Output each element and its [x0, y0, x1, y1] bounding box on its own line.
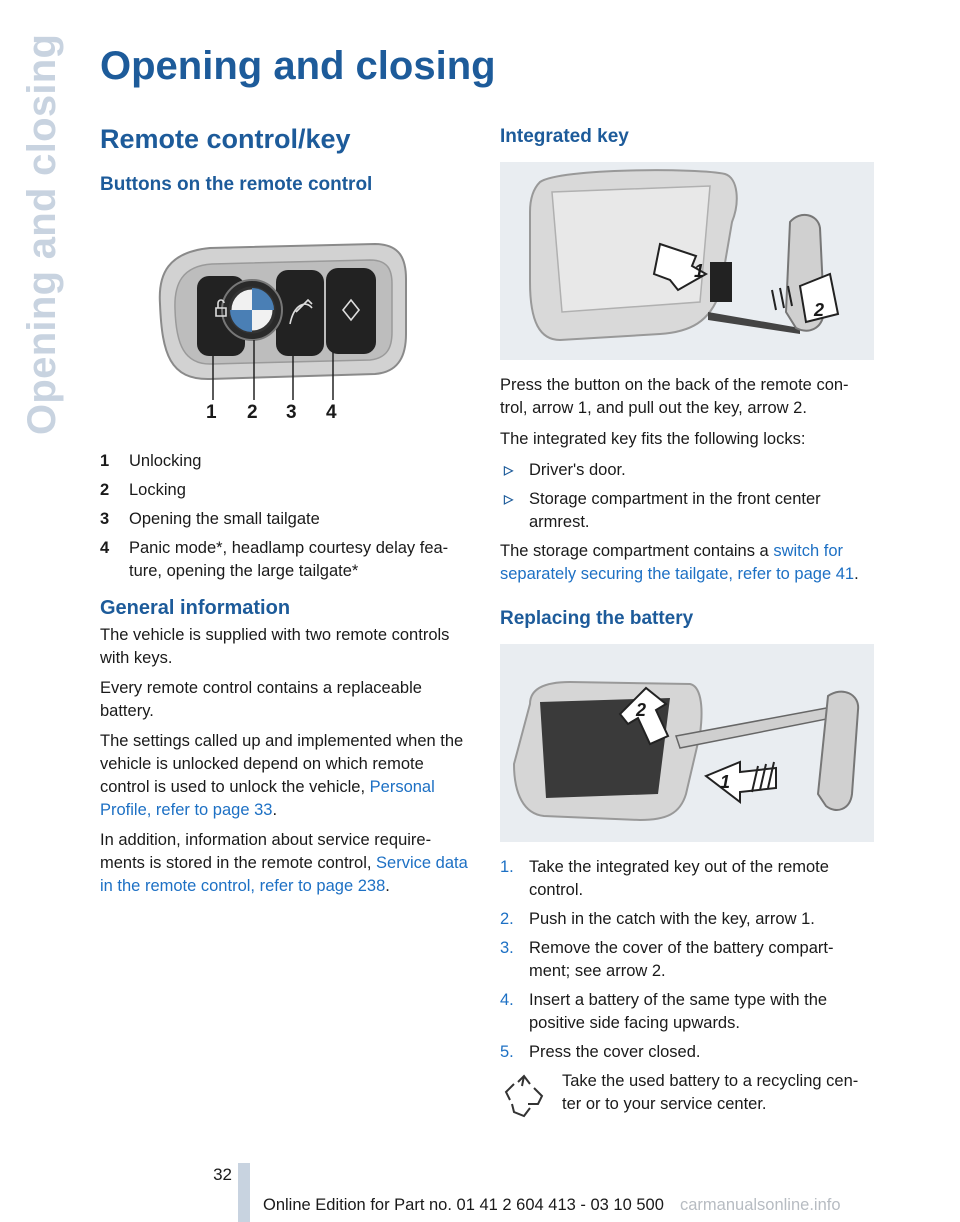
page-number: 32 — [213, 1165, 232, 1184]
note-text: Take the used battery to a recycling cen-ter or to your service center. — [562, 1072, 859, 1113]
paragraph-locks-intro: The integrated key fits the following locks: — [500, 430, 806, 448]
footer-accent-bar — [238, 1163, 250, 1222]
link-service-data[interactable]: Service data in the remote control, refer to page 238 — [100, 854, 468, 895]
paragraph-service-data: In addition, information about service require-ments is stored in the remote control, Service data in the remote control, refer to page 238. — [100, 831, 468, 895]
paragraph-pull-out-key: Press the button on the back of the remote con-trol, arrow 1, and pull out the key, arrow 2. — [500, 376, 849, 417]
link-tailgate-switch[interactable]: switch for separately securing the tailgate, refer to page 41 — [500, 542, 855, 583]
figure-label-1: 1 — [206, 402, 217, 423]
tailgate-button — [276, 270, 324, 356]
right-column — [500, 120, 874, 1116]
locks-list — [500, 459, 874, 534]
figure-label-arrow-2: 2 — [814, 300, 825, 320]
heading-integrated-key: Integrated key — [500, 126, 629, 147]
left-column — [100, 120, 474, 898]
list-item: 4. Insert a battery of the same type with the positive side facing upwards. — [500, 991, 828, 1032]
recycling-note — [500, 1070, 874, 1116]
remote-control-illustration — [100, 204, 474, 430]
battery-steps-list — [500, 856, 874, 1064]
heading-buttons: Buttons on the remote control — [100, 174, 373, 195]
footer-edition-text: Online Edition for Part no. 01 41 2 604 413 - 03 10 500 — [263, 1196, 664, 1214]
integrated-key-illustration — [500, 162, 874, 360]
list-item: ▷ Driver's door. — [500, 459, 874, 482]
list-item: 3 Opening the small tailgate — [100, 510, 320, 528]
paragraph-storage-switch: The storage compartment contains a switch for separately securing the tailgate, refer to page 41. — [500, 542, 859, 583]
link-personal-profile[interactable]: Personal Profile, refer to page 33 — [100, 778, 435, 819]
side-chapter-label: Opening and closing — [20, 33, 64, 435]
figure-label-3: 3 — [286, 402, 297, 423]
figure-label-4: 4 — [326, 402, 337, 423]
button-function-list — [100, 450, 474, 583]
section-title-remote-control: Remote control/key — [100, 124, 351, 154]
list-item: 4 Panic mode*, headlamp courtesy delay fea-ture, opening the large tailgate* — [100, 539, 449, 580]
paragraph-battery: Every remote control contains a replaceable battery. — [100, 679, 422, 720]
side-chapter-tab — [20, 33, 64, 440]
list-item: 5. Press the cover closed. — [500, 1043, 701, 1061]
paragraph-two-remotes: The vehicle is supplied with two remote controls with keys. — [100, 626, 450, 667]
watermark: carmanualsonline.info — [680, 1196, 841, 1214]
list-item: 1. Take the integrated key out of the remote control. — [500, 858, 829, 899]
page-title: Opening and closing — [100, 44, 496, 88]
release-button — [710, 262, 732, 302]
heading-general-information: General information — [100, 597, 291, 619]
recycle-icon — [500, 1072, 548, 1120]
list-item: 2. Push in the catch with the key, arrow 1. — [500, 910, 815, 928]
list-item: ▷ Storage compartment in the front center armrest. — [504, 490, 821, 531]
figure-label-arrow-1: 1 — [720, 772, 731, 792]
heading-replacing-battery: Replacing the battery — [500, 608, 694, 629]
list-item: 2 Locking — [100, 481, 186, 499]
battery-figure — [500, 644, 874, 842]
figure-label-2: 2 — [247, 402, 258, 423]
list-item: 3. Remove the cover of the battery compart-ment; see arrow 2. — [500, 939, 834, 980]
remote-buttons-figure — [100, 204, 474, 430]
figure-label-arrow-2: 2 — [636, 700, 647, 720]
figure-label-arrow-1: 1 — [694, 261, 705, 281]
paragraph-settings: The settings called up and implemented when the vehicle is unlocked depend on which remote control is used to unlock the vehicle, Personal Profile, refer to page 33. — [100, 732, 464, 819]
triangle-bullet-icon: ▷ — [504, 492, 514, 506]
battery-replacement-illustration — [500, 644, 874, 842]
integrated-key-figure — [500, 162, 874, 360]
triangle-bullet-icon: ▷ — [504, 463, 514, 477]
list-item: 1 Unlocking — [100, 452, 202, 470]
panic-button — [326, 268, 376, 354]
